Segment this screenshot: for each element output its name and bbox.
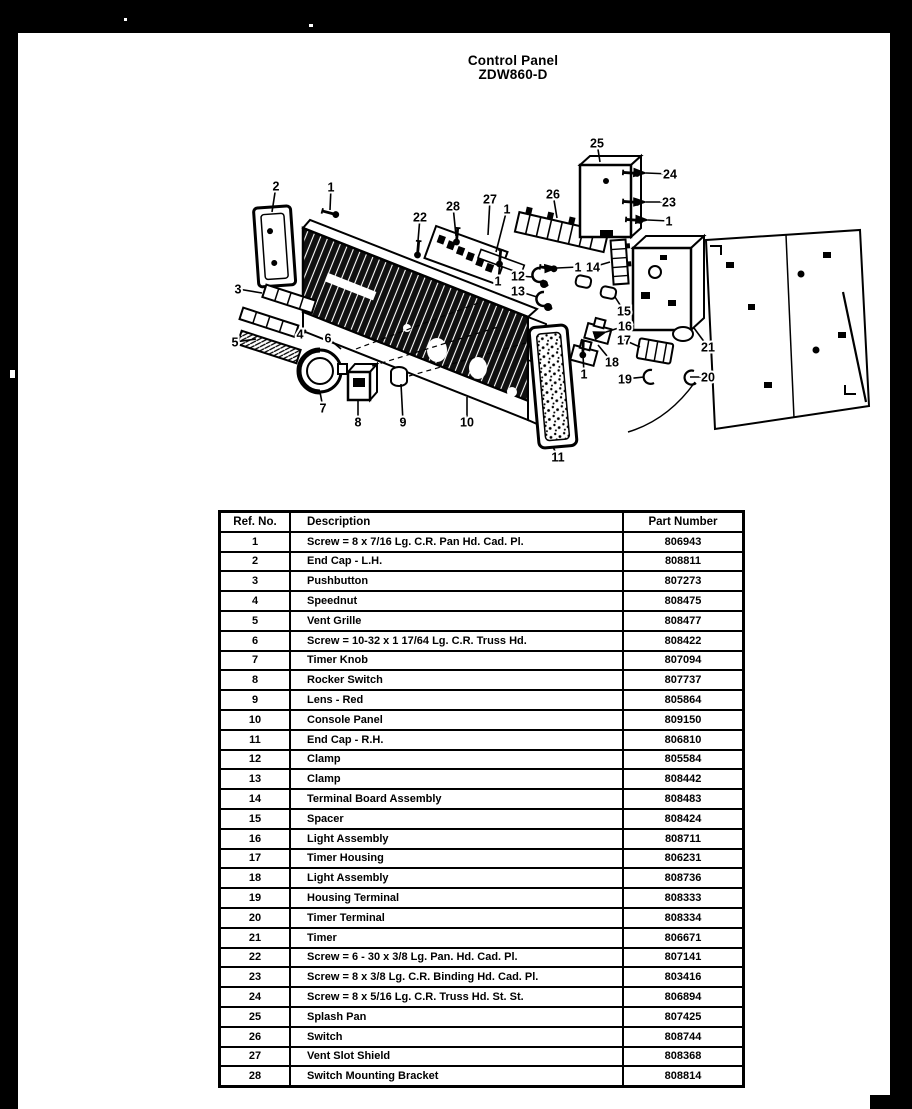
part-number-cell: 808442 bbox=[623, 769, 744, 789]
callout-number: 10 bbox=[460, 415, 474, 430]
callout-number: 9 bbox=[399, 415, 407, 430]
table-row bbox=[220, 532, 744, 552]
parts-table bbox=[218, 510, 745, 1088]
description-cell: Clamp bbox=[290, 750, 623, 770]
callout-number: 6 bbox=[324, 331, 332, 346]
table-row bbox=[220, 908, 744, 928]
part-number-cell: 809150 bbox=[623, 710, 744, 730]
scan-noise-speck bbox=[309, 24, 313, 27]
table-row bbox=[220, 789, 744, 809]
part-number-cell: 808811 bbox=[623, 552, 744, 572]
table-row bbox=[220, 552, 744, 572]
part-number-cell: 808744 bbox=[623, 1027, 744, 1047]
splash-pan-drawing bbox=[580, 156, 641, 238]
table-row bbox=[220, 591, 744, 611]
table-row bbox=[220, 1027, 744, 1047]
table-row bbox=[220, 987, 744, 1007]
callout-number: 28 bbox=[446, 199, 460, 214]
callout-number: 4 bbox=[296, 327, 304, 342]
part-number-cell: 806894 bbox=[623, 987, 744, 1007]
description-cell: Vent Grille bbox=[290, 611, 623, 631]
ref-no-cell: 28 bbox=[220, 1066, 291, 1086]
scan-border-left bbox=[0, 0, 18, 1109]
callout-number: 19 bbox=[618, 372, 632, 387]
callout-number: 1 bbox=[574, 260, 582, 275]
description-cell: Spacer bbox=[290, 809, 623, 829]
ref-no-cell: 24 bbox=[220, 987, 291, 1007]
part-number-cell: 808736 bbox=[623, 868, 744, 888]
part-number-cell: 808333 bbox=[623, 888, 744, 908]
table-header-row bbox=[220, 512, 744, 532]
ref-no-cell: 8 bbox=[220, 670, 291, 690]
ref-no-cell: 4 bbox=[220, 591, 291, 611]
description-cell: Timer Terminal bbox=[290, 908, 623, 928]
callout-leader-line bbox=[238, 289, 262, 293]
callout-number: 1 bbox=[665, 214, 673, 229]
ref-no-cell: 22 bbox=[220, 948, 291, 968]
part-number-cell: 807737 bbox=[623, 670, 744, 690]
console-panel-drawing bbox=[303, 220, 546, 428]
description-cell: End Cap - R.H. bbox=[290, 730, 623, 750]
end-cap-rh-drawing bbox=[529, 325, 577, 449]
table-row bbox=[220, 868, 744, 888]
ref-no-cell: 11 bbox=[220, 730, 291, 750]
table-row bbox=[220, 631, 744, 651]
ref-no-cell: 21 bbox=[220, 928, 291, 948]
table-row bbox=[220, 651, 744, 671]
part-number-cell: 808334 bbox=[623, 908, 744, 928]
scan-noise-speck bbox=[10, 370, 15, 378]
callout-number: 13 bbox=[511, 284, 525, 299]
table-row bbox=[220, 750, 744, 770]
table-row bbox=[220, 1066, 744, 1086]
description-cell: Screw = 8 x 7/16 Lg. C.R. Pan Hd. Cad. Pl. bbox=[290, 532, 623, 552]
ref-no-cell: 6 bbox=[220, 631, 291, 651]
timer-drawing bbox=[633, 236, 704, 341]
table-row bbox=[220, 670, 744, 690]
part-number-cell: 803416 bbox=[623, 967, 744, 987]
description-cell: Screw = 6 - 30 x 3/8 Lg. Pan. Hd. Cad. Pl. bbox=[290, 948, 623, 968]
title-line-2: ZDW860-D bbox=[478, 67, 548, 82]
ref-no-cell: 12 bbox=[220, 750, 291, 770]
description-cell: Vent Slot Shield bbox=[290, 1047, 623, 1067]
clamp-drawings bbox=[532, 268, 552, 311]
description-cell: Screw = 8 x 5/16 Lg. C.R. Truss Hd. St. St. bbox=[290, 987, 623, 1007]
ref-no-cell: 20 bbox=[220, 908, 291, 928]
description-cell: Switch bbox=[290, 1027, 623, 1047]
table-row bbox=[220, 967, 744, 987]
callout-number: 8 bbox=[354, 415, 362, 430]
callout-number: 26 bbox=[546, 187, 560, 202]
callout-number: 5 bbox=[231, 335, 239, 350]
ref-no-cell: 18 bbox=[220, 868, 291, 888]
terminal-board-drawing bbox=[611, 239, 633, 284]
part-number-cell: 807273 bbox=[623, 571, 744, 591]
callout-number: 20 bbox=[701, 370, 715, 385]
description-cell: Timer bbox=[290, 928, 623, 948]
rocker-switch-drawing bbox=[348, 364, 377, 400]
ref-no-cell: 26 bbox=[220, 1027, 291, 1047]
part-number-cell: 806943 bbox=[623, 532, 744, 552]
scan-border-top bbox=[0, 0, 912, 33]
part-number-cell: 807094 bbox=[623, 651, 744, 671]
part-number-cell: 805584 bbox=[623, 750, 744, 770]
table-row bbox=[220, 888, 744, 908]
description-cell: Switch Mounting Bracket bbox=[290, 1066, 623, 1086]
part-number-cell: 808483 bbox=[623, 789, 744, 809]
callout-number: 3 bbox=[234, 282, 242, 297]
scan-border-right bbox=[890, 0, 912, 1109]
table-row bbox=[220, 809, 744, 829]
ref-no-cell: 16 bbox=[220, 829, 291, 849]
description-cell: Pushbutton bbox=[290, 571, 623, 591]
header-ref-no: Ref. No. bbox=[220, 512, 291, 532]
table-row bbox=[220, 829, 744, 849]
description-cell: Light Assembly bbox=[290, 829, 623, 849]
callout-number: 27 bbox=[483, 192, 497, 207]
description-cell: Speednut bbox=[290, 591, 623, 611]
part-number-cell: 808477 bbox=[623, 611, 744, 631]
callout-number: 12 bbox=[511, 269, 525, 284]
lens-drawing bbox=[391, 367, 407, 386]
callout-number: 7 bbox=[319, 401, 327, 416]
callout-number: 18 bbox=[605, 355, 619, 370]
callout-number: 15 bbox=[617, 304, 631, 319]
description-cell: Lens - Red bbox=[290, 690, 623, 710]
description-cell: End Cap - L.H. bbox=[290, 552, 623, 572]
callout-number: 17 bbox=[617, 333, 631, 348]
ref-no-cell: 27 bbox=[220, 1047, 291, 1067]
ref-no-cell: 19 bbox=[220, 888, 291, 908]
callout-number: 21 bbox=[701, 340, 715, 355]
callout-number: 1 bbox=[503, 202, 511, 217]
callout-number: 24 bbox=[663, 167, 677, 182]
table-row bbox=[220, 611, 744, 631]
ref-no-cell: 17 bbox=[220, 849, 291, 869]
callout-number: 11 bbox=[551, 450, 565, 465]
timer-knob-drawing bbox=[299, 350, 347, 392]
description-cell: Terminal Board Assembly bbox=[290, 789, 623, 809]
page-title bbox=[408, 54, 618, 82]
table-row bbox=[220, 1047, 744, 1067]
part-number-cell: 808422 bbox=[623, 631, 744, 651]
scan-border-corner bbox=[870, 1095, 912, 1109]
ref-no-cell: 5 bbox=[220, 611, 291, 631]
description-cell: Timer Housing bbox=[290, 849, 623, 869]
callout-number: 16 bbox=[618, 319, 632, 334]
mounting-bracket-drawing bbox=[706, 230, 869, 429]
description-cell: Clamp bbox=[290, 769, 623, 789]
description-cell: Screw = 8 x 3/8 Lg. C.R. Binding Hd. Cad. Pl. bbox=[290, 967, 623, 987]
ref-no-cell: 1 bbox=[220, 532, 291, 552]
callout-number: 25 bbox=[590, 136, 604, 151]
part-number-cell: 808424 bbox=[623, 809, 744, 829]
part-number-cell: 806810 bbox=[623, 730, 744, 750]
ref-no-cell: 10 bbox=[220, 710, 291, 730]
part-number-cell: 808711 bbox=[623, 829, 744, 849]
part-number-cell: 806671 bbox=[623, 928, 744, 948]
end-cap-lh-drawing bbox=[253, 206, 295, 287]
ref-no-cell: 23 bbox=[220, 967, 291, 987]
part-number-cell: 808475 bbox=[623, 591, 744, 611]
header-part-number: Part Number bbox=[623, 512, 744, 532]
part-number-cell: 807141 bbox=[623, 948, 744, 968]
table-row bbox=[220, 769, 744, 789]
description-cell: Housing Terminal bbox=[290, 888, 623, 908]
description-cell: Light Assembly bbox=[290, 868, 623, 888]
table-row bbox=[220, 948, 744, 968]
ref-no-cell: 9 bbox=[220, 690, 291, 710]
part-number-cell: 805864 bbox=[623, 690, 744, 710]
table-row bbox=[220, 849, 744, 869]
table-row bbox=[220, 571, 744, 591]
callout-number: 23 bbox=[662, 195, 676, 210]
callout-number: 1 bbox=[494, 274, 502, 289]
callout-number: 1 bbox=[580, 367, 588, 382]
description-cell: Rocker Switch bbox=[290, 670, 623, 690]
part-number-cell: 806231 bbox=[623, 849, 744, 869]
callout-number: 14 bbox=[586, 260, 600, 275]
ref-no-cell: 13 bbox=[220, 769, 291, 789]
part-number-cell: 807425 bbox=[623, 1007, 744, 1027]
description-cell: Screw = 10-32 x 1 17/64 Lg. C.R. Truss Hd. bbox=[290, 631, 623, 651]
table-row bbox=[220, 928, 744, 948]
callout-number: 2 bbox=[272, 179, 280, 194]
part-number-cell: 808814 bbox=[623, 1066, 744, 1086]
description-cell: Console Panel bbox=[290, 710, 623, 730]
ref-no-cell: 15 bbox=[220, 809, 291, 829]
ref-no-cell: 3 bbox=[220, 571, 291, 591]
scan-noise-speck bbox=[124, 18, 127, 21]
table-row bbox=[220, 710, 744, 730]
part-number-cell: 808368 bbox=[623, 1047, 744, 1067]
callout-number: 22 bbox=[413, 210, 427, 225]
header-description: Description bbox=[290, 512, 623, 532]
ref-no-cell: 2 bbox=[220, 552, 291, 572]
ref-no-cell: 14 bbox=[220, 789, 291, 809]
description-cell: Timer Knob bbox=[290, 651, 623, 671]
callout-number: 1 bbox=[327, 180, 335, 195]
table-row bbox=[220, 730, 744, 750]
title-line-1: Control Panel bbox=[467, 53, 559, 68]
ref-no-cell: 7 bbox=[220, 651, 291, 671]
table-row bbox=[220, 690, 744, 710]
table-row bbox=[220, 1007, 744, 1027]
description-cell: Splash Pan bbox=[290, 1007, 623, 1027]
ref-no-cell: 25 bbox=[220, 1007, 291, 1027]
